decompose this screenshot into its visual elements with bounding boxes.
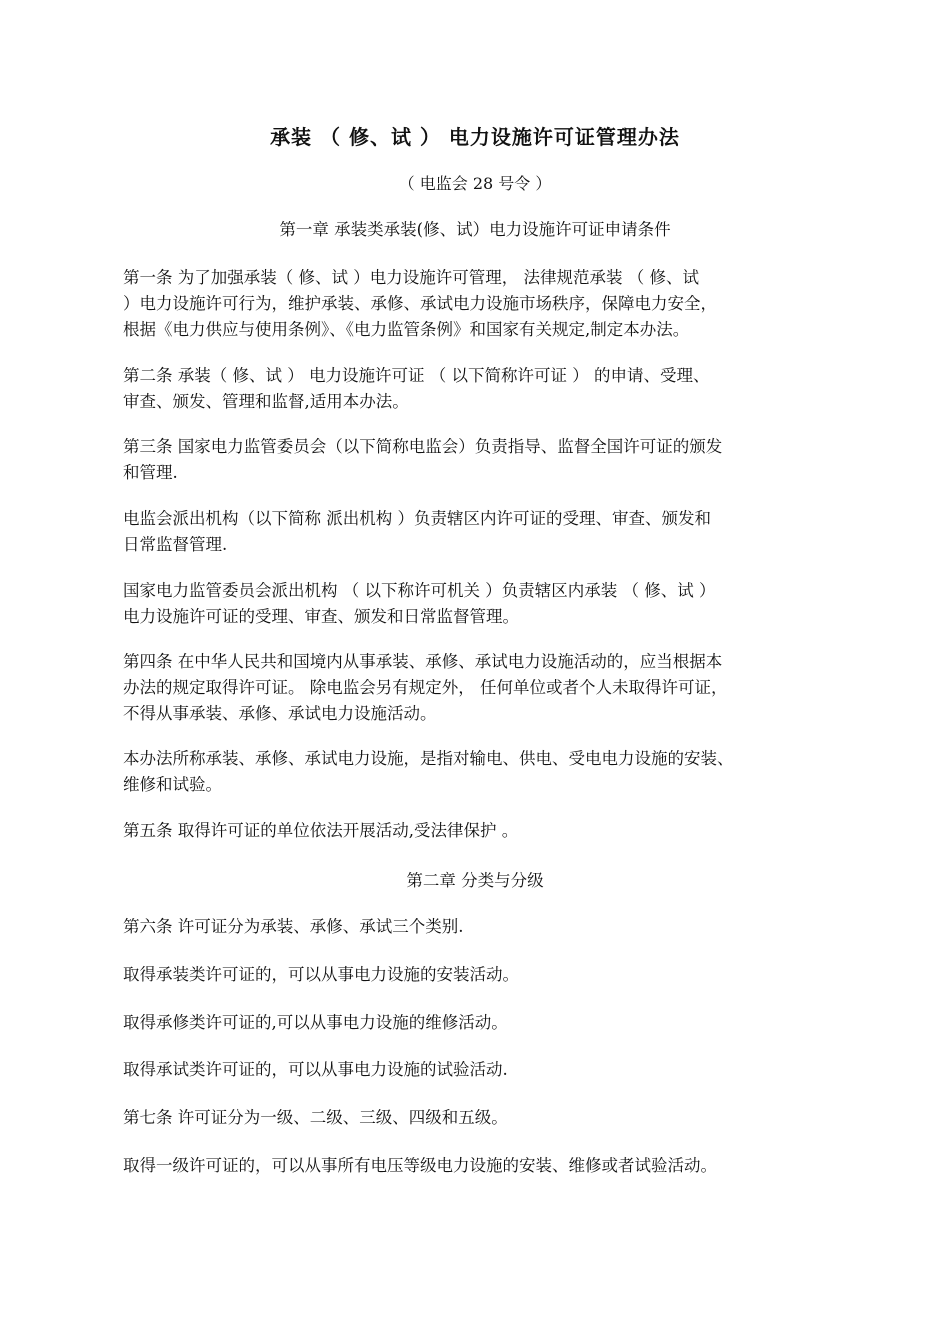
article-6-paragraph-3 xyxy=(123,1010,823,1036)
article-4-line: 第四条 在中华人民共和国境内从事承装、承修、承试电力设施活动的，应当根据本 xyxy=(123,652,723,671)
article-7 xyxy=(123,1105,823,1131)
article-4-line: 办法的规定取得许可证。 除电监会另有规定外， 任何单位或者个人未取得许可证， xyxy=(123,678,728,697)
article-6b-line: 取得承装类许可证的，可以从事电力设施的安装活动。 xyxy=(123,965,519,984)
article-3 xyxy=(123,434,823,486)
article-4-paragraph-2 xyxy=(123,746,823,798)
article-1-line: 根据《电力供应与使用条例》、《电力监管条例》和国家有关规定,制定本办法。 xyxy=(123,320,690,339)
article-6d-line: 取得承试类许可证的，可以从事电力设施的试验活动. xyxy=(123,1060,508,1079)
article-3-line: 第三条 国家电力监管委员会（以下简称电监会）负责指导、监督全国许可证的颁发 xyxy=(123,437,723,456)
article-4 xyxy=(123,649,823,727)
article-7b-line: 取得一级许可证的，可以从事所有电压等级电力设施的安装、维修或者试验活动。 xyxy=(123,1156,717,1175)
article-3-paragraph-3 xyxy=(123,578,823,630)
article-6-line: 第六条 许可证分为承装、承修、承试三个类别. xyxy=(123,917,464,936)
article-3c-line: 国家电力监管委员会派出机构 （ 以下称许可机关 ）负责辖区内承装 （ 修、试 ） xyxy=(123,581,716,600)
article-7-line: 第七条 许可证分为一级、二级、三级、四级和五级。 xyxy=(123,1108,508,1127)
article-3-line: 和管理. xyxy=(123,463,178,482)
article-6 xyxy=(123,914,823,940)
document-subtitle: （ 电监会 28 号令 ） xyxy=(398,174,552,193)
chapter-2-heading: 第二章 分类与分级 xyxy=(406,871,544,890)
article-7-paragraph-2 xyxy=(123,1153,823,1179)
chapter-1-heading: 第一章 承装类承装(修、试）电力设施许可证申请条件 xyxy=(279,220,671,239)
article-6-paragraph-2 xyxy=(123,962,823,988)
article-4-line: 不得从事承装、承修、承试电力设施活动。 xyxy=(123,704,437,723)
article-2-line: 第二条 承装（ 修、试 ） 电力设施许可证 （ 以下简称许可证 ） 的申请、受理、 xyxy=(123,366,710,385)
article-4b-line: 本办法所称承装、承修、承试电力设施，是指对输电、供电、受电电力设施的安装、 xyxy=(123,749,734,768)
article-1-line: 第一条 为了加强承装（ 修、试 ）电力设施许可管理， 法律规范承装 （ 修、试 xyxy=(123,268,699,287)
article-3c-line: 电力设施许可证的受理、审查、颁发和日常监督管理。 xyxy=(123,607,519,626)
article-6-paragraph-4 xyxy=(123,1057,823,1083)
article-5-line: 第五条 取得许可证的单位依法开展活动,受法律保护 。 xyxy=(123,821,519,840)
article-1-line: ）电力设施许可行为，维护承装、承修、承试电力设施市场秩序，保障电力安全， xyxy=(123,294,717,313)
article-6c-line: 取得承修类许可证的,可以从事电力设施的维修活动。 xyxy=(123,1013,508,1032)
article-2 xyxy=(123,363,823,415)
article-3-paragraph-2 xyxy=(123,506,823,558)
article-3b-line: 电监会派出机构（以下简称 派出机构 ）负责辖区内许可证的受理、审查、颁发和 xyxy=(123,509,711,528)
article-2-line: 审查、颁发、管理和监督,适用本办法。 xyxy=(123,392,409,411)
document-title: 承装 （ 修、试 ） 电力设施许可证管理办法 xyxy=(270,125,680,149)
article-1 xyxy=(123,265,823,343)
article-3b-line: 日常监督管理. xyxy=(123,535,228,554)
article-5 xyxy=(123,818,823,844)
article-4b-line: 维修和试验。 xyxy=(123,775,222,794)
